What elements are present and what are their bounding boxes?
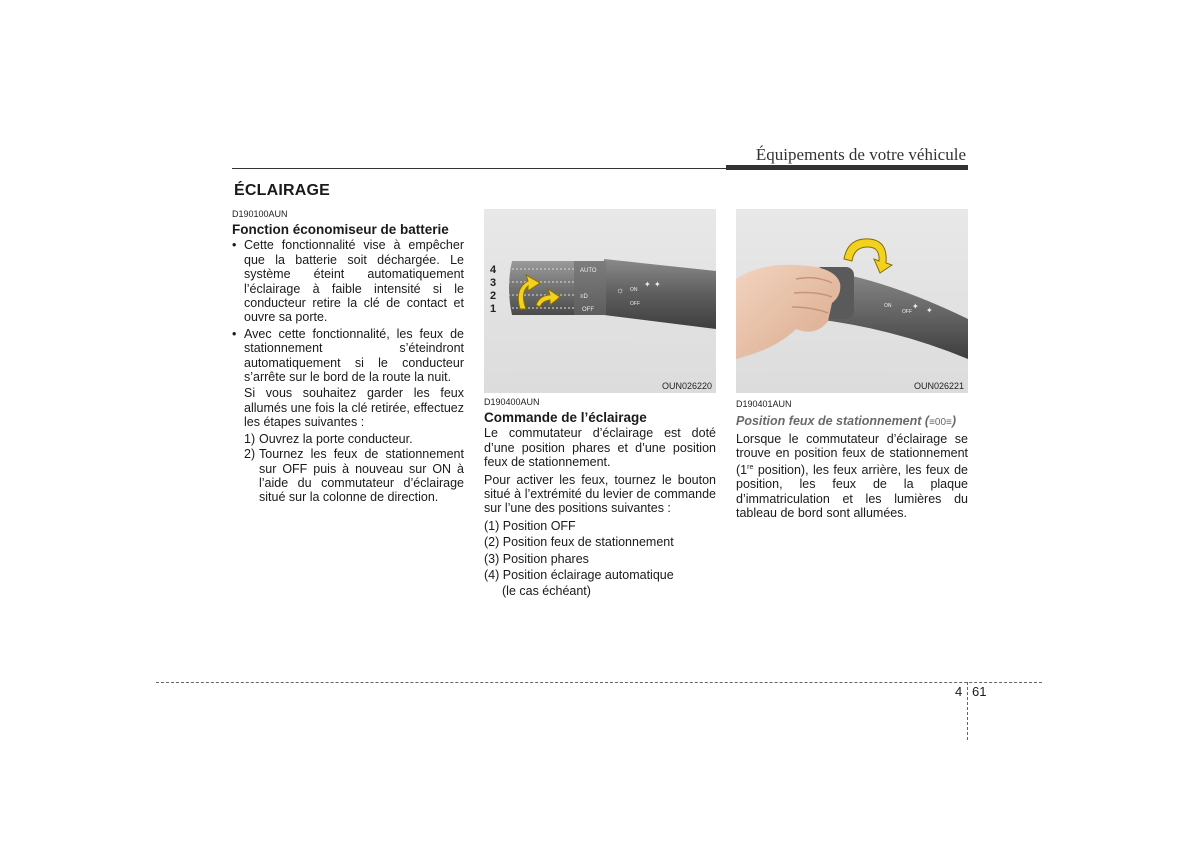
footer-rule [156, 682, 1042, 683]
header-rule [232, 168, 726, 169]
list-item-continuation: (le cas échéant) [502, 584, 591, 599]
list-item: (1) Position OFF [484, 518, 576, 533]
off-label-2: OFF [630, 301, 640, 307]
figure-light-switch-positions [484, 209, 716, 393]
running-header: Équipements de votre véhicule [755, 145, 966, 164]
light-icon: ☼ [616, 285, 625, 295]
on-label: ON [630, 287, 638, 293]
position-number-4: 4 [490, 264, 497, 276]
figure-id: OUN026220 [661, 381, 712, 391]
paragraph: Lorsque le commutateur d’éclairage se trouve en position feux de stationnement (1re position), les feux arrière, les feux de position, les feux de la plaque d’immatriculation et les lumières du tableau de bord sont allumées. [736, 431, 968, 520]
subsection-heading: Commande de l’éclairage [484, 410, 647, 426]
section-code: D190100AUN [232, 209, 288, 219]
footer-divider [967, 682, 968, 740]
chapter-number: 4 [955, 684, 963, 699]
list-item: (2) Position feux de stationnement [484, 535, 674, 550]
list-item: • Avec cette fonctionnalité, les feux de stationnement s’éteindront automatiquement si le conducteur s’arrête sur le bord de la route la nuit. [232, 327, 464, 385]
headlight-icon: ≡D [580, 294, 588, 300]
section-code: D190401AUN [736, 399, 792, 409]
position-number-2: 2 [490, 290, 497, 302]
step-item: 2) Tournez les feux de stationnement sur OFF puis à nouveau sur ON à l’aide du commutateur d’éclairage situé sur la colonne de direction. [244, 447, 464, 505]
paragraph: Le commutateur d’éclairage est doté d’une position phares et d’une position feux de stationnement. [484, 426, 716, 470]
steps-list [232, 432, 464, 505]
hand-lever-illustration [736, 209, 968, 393]
list-item: • Cette fonctionnalité vise à empêcher que la batterie soit déchargée. Le système éteint automatiquement l’éclairage à faible intensité si le conducteur retire la clé de contact et ouvre sa porte. [232, 238, 464, 324]
header-rule-accent [726, 165, 968, 170]
paragraph: Si vous souhaitez garder les feux allumés une fois la clé retirée, effectuez les étapes suivantes : [244, 386, 464, 430]
list-item: (4) Position éclairage automatique [484, 568, 674, 583]
step-item: 1) Ouvrez la porte conducteur. [244, 431, 413, 446]
on-label: ON [884, 303, 892, 309]
section-title: ÉCLAIRAGE [234, 182, 331, 199]
column-light-control [484, 395, 716, 601]
column-parking-position [736, 397, 968, 523]
auto-label: AUTO [580, 268, 597, 274]
off-label: OFF [902, 309, 912, 315]
paragraph: Pour activer les feux, tournez le bouton situé à l’extrémité du levier de commande sur l’une des positions suivantes : [484, 472, 716, 516]
page-number: 61 [972, 684, 987, 699]
subsection-heading: Fonction économiseur de batterie [232, 222, 449, 238]
position-number-3: 3 [490, 277, 497, 289]
fog-icon-2: ✦ [654, 280, 661, 289]
fog-icon: ✦ [912, 302, 919, 311]
bullet-list [232, 238, 464, 384]
position-number-1: 1 [490, 303, 497, 315]
figure-id: OUN026221 [913, 381, 964, 391]
parking-light-icon: ≡00≡ [929, 417, 952, 429]
lever-illustration [484, 209, 716, 393]
fog-icon-2: ✦ [926, 306, 933, 315]
fog-icon: ✦ [644, 280, 651, 289]
positions-list [484, 519, 716, 599]
off-label: OFF [582, 307, 594, 313]
column-battery-saver [232, 207, 464, 506]
list-item: (3) Position phares [484, 551, 589, 566]
section-code: D190400AUN [484, 397, 540, 407]
rotation-arrow-icon [844, 239, 892, 273]
subsection-heading: Position feux de stationnement (≡00≡) [736, 414, 957, 429]
figure-parking-light-position [736, 209, 968, 393]
